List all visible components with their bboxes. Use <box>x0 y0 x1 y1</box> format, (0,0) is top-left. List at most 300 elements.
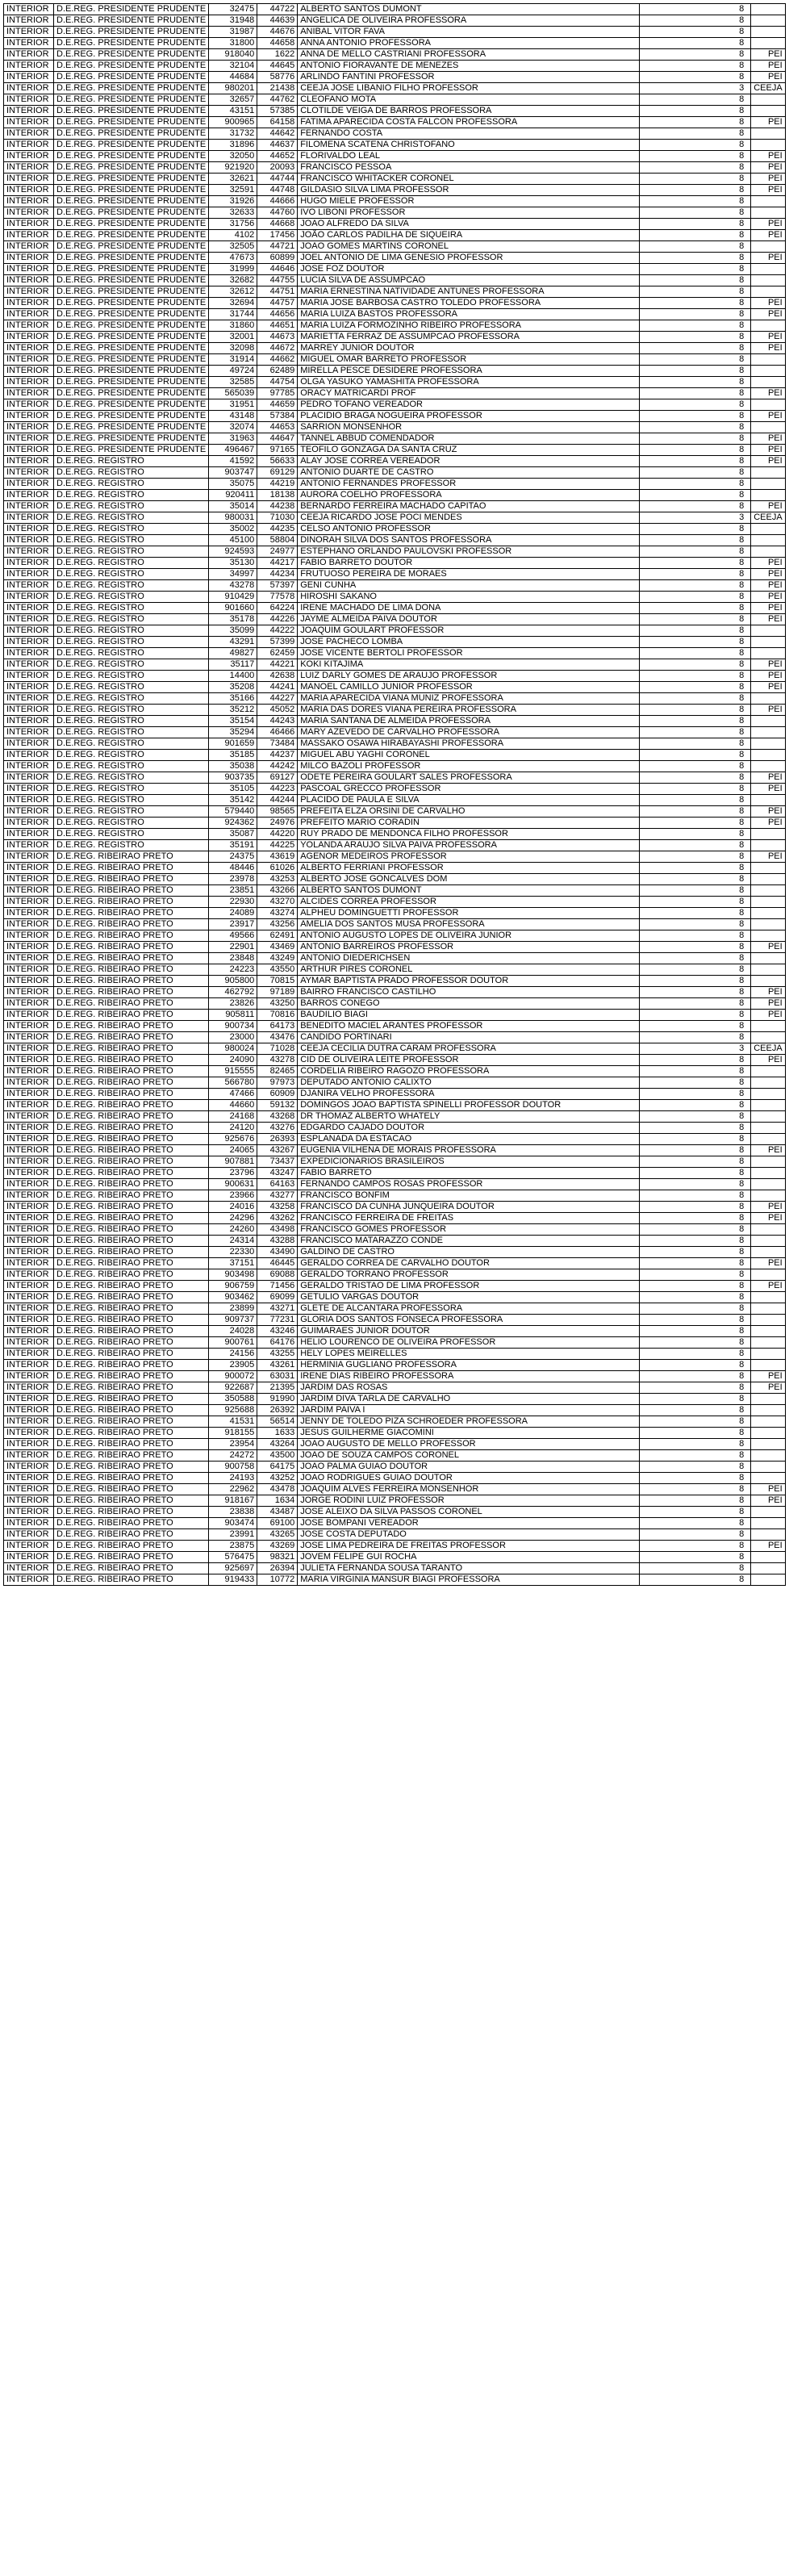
directorate-cell: D.E.REG. RIBEIRAO PRETO <box>54 919 209 930</box>
unit-code-cell: 61026 <box>257 863 298 874</box>
school-name-cell: CANDIDO PORTINARI <box>298 1032 640 1043</box>
table-row <box>4 930 786 942</box>
directorate-cell: D.E.REG. PRESIDENTE PRUDENTE <box>54 117 209 128</box>
school-code-cell: 918167 <box>209 1495 257 1507</box>
program-cell <box>751 286 785 298</box>
classes-cell: 8 <box>640 151 751 162</box>
classes-cell: 8 <box>640 207 751 219</box>
program-cell <box>751 377 785 388</box>
school-name-cell: GERALDO TORRANO PROFESSOR <box>298 1269 640 1281</box>
region-cell: INTERIOR <box>4 264 54 275</box>
table-row <box>4 625 786 637</box>
school-code-cell: 980024 <box>209 1043 257 1055</box>
directorate-cell: D.E.REG. REGISTRO <box>54 490 209 501</box>
directorate-cell: D.E.REG. REGISTRO <box>54 693 209 705</box>
classes-cell: 8 <box>640 671 751 682</box>
program-cell <box>751 479 785 490</box>
unit-code-cell: 71456 <box>257 1281 298 1292</box>
unit-code-cell: 57385 <box>257 106 298 117</box>
school-name-cell: ALBERTO SANTOS DUMONT <box>298 885 640 897</box>
school-code-cell: 35212 <box>209 705 257 716</box>
region-cell: INTERIOR <box>4 580 54 592</box>
program-cell <box>751 795 785 806</box>
directorate-cell: D.E.REG. RIBEIRAO PRETO <box>54 1360 209 1371</box>
classes-cell: 8 <box>640 580 751 592</box>
school-name-cell: CLEOFANO MOTA <box>298 94 640 106</box>
classes-cell: 8 <box>640 1462 751 1473</box>
program-cell <box>751 1405 785 1416</box>
unit-code-cell: 44220 <box>257 829 298 840</box>
unit-code-cell: 21438 <box>257 83 298 94</box>
school-name-cell: BAIRRO FRANCISCO CASTILHO <box>298 987 640 998</box>
program-cell: PEI <box>751 603 785 614</box>
table-row <box>4 524 786 535</box>
region-cell: INTERIOR <box>4 15 54 27</box>
region-cell: INTERIOR <box>4 1055 54 1066</box>
school-name-cell: IRENE DIAS RIBEIRO PROFESSORA <box>298 1371 640 1382</box>
school-name-cell: CEEJA JOSE LIBANIO FILHO PROFESSOR <box>298 83 640 94</box>
table-row <box>4 1021 786 1032</box>
table-row <box>4 1077 786 1089</box>
unit-code-cell: 56633 <box>257 456 298 467</box>
table-row <box>4 207 786 219</box>
school-name-cell: JESUS GUILHERME GIACOMINI <box>298 1428 640 1439</box>
program-cell <box>751 840 785 851</box>
unit-code-cell: 97189 <box>257 987 298 998</box>
unit-code-cell: 43619 <box>257 851 298 863</box>
classes-cell: 8 <box>640 253 751 264</box>
table-row <box>4 162 786 174</box>
region-cell: INTERIOR <box>4 309 54 320</box>
table-row <box>4 671 786 682</box>
school-code-cell: 23954 <box>209 1439 257 1450</box>
directorate-cell: D.E.REG. RIBEIRAO PRETO <box>54 1462 209 1473</box>
directorate-cell: D.E.REG. REGISTRO <box>54 716 209 727</box>
school-name-cell: MARIA SANTANA DE ALMEIDA PROFESSORA <box>298 716 640 727</box>
classes-cell: 8 <box>640 1247 751 1258</box>
school-name-cell: ANTONIO AUGUSTO LOPES DE OLIVEIRA JUNIOR <box>298 930 640 942</box>
region-cell: INTERIOR <box>4 1043 54 1055</box>
school-name-cell: JOÃO CARLOS PADILHA DE SIQUEIRA <box>298 230 640 241</box>
program-cell <box>751 648 785 659</box>
region-cell: INTERIOR <box>4 4 54 15</box>
school-name-cell: ANNA DE MELLO CASTRIANI PROFESSORA <box>298 49 640 61</box>
program-cell <box>751 1349 785 1360</box>
unit-code-cell: 44639 <box>257 15 298 27</box>
directorate-cell: D.E.REG. RIBEIRAO PRETO <box>54 1156 209 1168</box>
school-code-cell: 23851 <box>209 885 257 897</box>
school-name-cell: JOAO GOMES MARTINS CORONEL <box>298 241 640 253</box>
region-cell: INTERIOR <box>4 422 54 433</box>
classes-cell: 8 <box>640 614 751 625</box>
region-cell: INTERIOR <box>4 1292 54 1303</box>
program-cell <box>751 1066 785 1077</box>
classes-cell: 8 <box>640 1281 751 1292</box>
school-code-cell: 23796 <box>209 1168 257 1179</box>
program-cell: PEI <box>751 501 785 512</box>
classes-cell: 8 <box>640 1473 751 1484</box>
classes-cell: 8 <box>640 1134 751 1145</box>
table-row <box>4 49 786 61</box>
table-row <box>4 106 786 117</box>
region-cell: INTERIOR <box>4 174 54 185</box>
school-name-cell: PEDRO TOFANO VEREADOR <box>298 399 640 411</box>
unit-code-cell: 18138 <box>257 490 298 501</box>
unit-code-cell: 44666 <box>257 196 298 207</box>
directorate-cell: D.E.REG. RIBEIRAO PRETO <box>54 1495 209 1507</box>
directorate-cell: D.E.REG. PRESIDENTE PRUDENTE <box>54 264 209 275</box>
directorate-cell: D.E.REG. REGISTRO <box>54 569 209 580</box>
region-cell: INTERIOR <box>4 919 54 930</box>
school-code-cell: 32475 <box>209 4 257 15</box>
school-name-cell: ANGELICA DE OLIVEIRA PROFESSORA <box>298 15 640 27</box>
region-cell: INTERIOR <box>4 377 54 388</box>
school-code-cell: 921920 <box>209 162 257 174</box>
table-row <box>4 1055 786 1066</box>
region-cell: INTERIOR <box>4 625 54 637</box>
school-name-cell: BERNARDO FERREIRA MACHADO CAPITAO <box>298 501 640 512</box>
table-row <box>4 253 786 264</box>
directorate-cell: D.E.REG. PRESIDENTE PRUDENTE <box>54 27 209 38</box>
table-row <box>4 61 786 72</box>
classes-cell: 8 <box>640 128 751 140</box>
unit-code-cell: 98321 <box>257 1552 298 1563</box>
table-row <box>4 1134 786 1145</box>
school-name-cell: EUGENIA VILHENA DE MORAIS PROFESSORA <box>298 1145 640 1156</box>
school-name-cell: EXPEDICIONARIOS BRASILEIROS <box>298 1156 640 1168</box>
classes-cell: 8 <box>640 998 751 1010</box>
region-cell: INTERIOR <box>4 874 54 885</box>
program-cell: PEI <box>751 1382 785 1394</box>
school-code-cell: 901660 <box>209 603 257 614</box>
table-row <box>4 1371 786 1382</box>
table-row <box>4 1032 786 1043</box>
program-cell: PEI <box>751 580 785 592</box>
region-cell: INTERIOR <box>4 998 54 1010</box>
directorate-cell: D.E.REG. PRESIDENTE PRUDENTE <box>54 230 209 241</box>
unit-code-cell: 64163 <box>257 1179 298 1190</box>
directorate-cell: D.E.REG. RIBEIRAO PRETO <box>54 942 209 953</box>
table-row <box>4 1507 786 1518</box>
region-cell: INTERIOR <box>4 795 54 806</box>
region-cell: INTERIOR <box>4 976 54 987</box>
directorate-cell: D.E.REG. REGISTRO <box>54 705 209 716</box>
school-code-cell: 24223 <box>209 964 257 976</box>
unit-code-cell: 44652 <box>257 151 298 162</box>
school-name-cell: ALBERTO FERRIANI PROFESSOR <box>298 863 640 874</box>
unit-code-cell: 43274 <box>257 908 298 919</box>
table-row <box>4 818 786 829</box>
classes-cell: 8 <box>640 930 751 942</box>
region-cell: INTERIOR <box>4 1439 54 1450</box>
region-cell: INTERIOR <box>4 1032 54 1043</box>
unit-code-cell: 56514 <box>257 1416 298 1428</box>
program-cell <box>751 1089 785 1100</box>
directorate-cell: D.E.REG. PRESIDENTE PRUDENTE <box>54 174 209 185</box>
unit-code-cell: 44751 <box>257 286 298 298</box>
program-cell: PEI <box>751 1495 785 1507</box>
classes-cell: 3 <box>640 512 751 524</box>
table-row <box>4 433 786 445</box>
directorate-cell: D.E.REG. REGISTRO <box>54 648 209 659</box>
school-name-cell: FRANCISCO GOMES PROFESSOR <box>298 1224 640 1236</box>
school-code-cell: 31756 <box>209 219 257 230</box>
region-cell: INTERIOR <box>4 1349 54 1360</box>
school-name-cell: JOSE FOZ DOUTOR <box>298 264 640 275</box>
table-row <box>4 332 786 343</box>
table-row <box>4 1462 786 1473</box>
directorate-cell: D.E.REG. RIBEIRAO PRETO <box>54 1190 209 1202</box>
unit-code-cell: 73484 <box>257 738 298 750</box>
unit-code-cell: 44760 <box>257 207 298 219</box>
directorate-cell: D.E.REG. RIBEIRAO PRETO <box>54 897 209 908</box>
classes-cell: 8 <box>640 241 751 253</box>
unit-code-cell: 10772 <box>257 1574 298 1586</box>
directorate-cell: D.E.REG. PRESIDENTE PRUDENTE <box>54 207 209 219</box>
unit-code-cell: 24977 <box>257 546 298 558</box>
table-row <box>4 1168 786 1179</box>
table-row <box>4 501 786 512</box>
classes-cell: 8 <box>640 953 751 964</box>
program-cell <box>751 1123 785 1134</box>
table-row <box>4 784 786 795</box>
school-name-cell: JOAO ALFREDO DA SILVA <box>298 219 640 230</box>
school-code-cell: 24089 <box>209 908 257 919</box>
program-cell <box>751 625 785 637</box>
table-row <box>4 1292 786 1303</box>
directorate-cell: D.E.REG. RIBEIRAO PRETO <box>54 1236 209 1247</box>
region-cell: INTERIOR <box>4 27 54 38</box>
unit-code-cell: 64175 <box>257 1462 298 1473</box>
classes-cell: 8 <box>640 1394 751 1405</box>
classes-cell: 8 <box>640 366 751 377</box>
unit-code-cell: 44237 <box>257 750 298 761</box>
region-cell: INTERIOR <box>4 671 54 682</box>
region-cell: INTERIOR <box>4 558 54 569</box>
program-cell <box>751 1416 785 1428</box>
classes-cell: 8 <box>640 162 751 174</box>
school-name-cell: CEEJA RICARDO JOSE POCI MENDES <box>298 512 640 524</box>
school-code-cell: 24375 <box>209 851 257 863</box>
school-code-cell: 23917 <box>209 919 257 930</box>
school-name-cell: CLOTILDE VEIGA DE BARROS PROFESSORA <box>298 106 640 117</box>
unit-code-cell: 60899 <box>257 253 298 264</box>
program-cell <box>751 128 785 140</box>
unit-code-cell: 44754 <box>257 377 298 388</box>
unit-code-cell: 43490 <box>257 1247 298 1258</box>
region-cell: INTERIOR <box>4 343 54 354</box>
table-row <box>4 174 786 185</box>
classes-cell: 8 <box>640 1382 751 1394</box>
table-row <box>4 1337 786 1349</box>
region-cell: INTERIOR <box>4 140 54 151</box>
table-row <box>4 659 786 671</box>
directorate-cell: D.E.REG. RIBEIRAO PRETO <box>54 1326 209 1337</box>
table-row <box>4 705 786 716</box>
program-cell <box>751 1507 785 1518</box>
directorate-cell: D.E.REG. RIBEIRAO PRETO <box>54 1224 209 1236</box>
unit-code-cell: 64224 <box>257 603 298 614</box>
region-cell: INTERIOR <box>4 388 54 399</box>
program-cell: PEI <box>751 558 785 569</box>
directorate-cell: D.E.REG. RIBEIRAO PRETO <box>54 1213 209 1224</box>
school-name-cell: AYMAR BAPTISTA PRADO PROFESSOR DOUTOR <box>298 976 640 987</box>
school-name-cell: JOSE BOMPANI VEREADOR <box>298 1518 640 1529</box>
table-row <box>4 366 786 377</box>
school-code-cell: 31800 <box>209 38 257 49</box>
program-cell <box>751 1574 785 1586</box>
program-cell <box>751 1518 785 1529</box>
program-cell <box>751 976 785 987</box>
directorate-cell: D.E.REG. RIBEIRAO PRETO <box>54 1315 209 1326</box>
program-cell <box>751 863 785 874</box>
school-code-cell: 24090 <box>209 1055 257 1066</box>
program-cell <box>751 546 785 558</box>
program-cell <box>751 1100 785 1111</box>
unit-code-cell: 43249 <box>257 953 298 964</box>
region-cell: INTERIOR <box>4 761 54 772</box>
table-row <box>4 83 786 94</box>
table-row <box>4 772 786 784</box>
unit-code-cell: 42638 <box>257 671 298 682</box>
program-cell: CEEJA <box>751 512 785 524</box>
table-row <box>4 445 786 456</box>
classes-cell: 8 <box>640 524 751 535</box>
school-name-cell: CORDELIA RIBEIRO RAGOZO PROFESSORA <box>298 1066 640 1077</box>
unit-code-cell: 69099 <box>257 1292 298 1303</box>
classes-cell: 8 <box>640 569 751 580</box>
classes-cell: 3 <box>640 83 751 94</box>
school-code-cell: 22962 <box>209 1484 257 1495</box>
region-cell: INTERIOR <box>4 253 54 264</box>
directorate-cell: D.E.REG. PRESIDENTE PRUDENTE <box>54 388 209 399</box>
program-cell: PEI <box>751 772 785 784</box>
unit-code-cell: 43498 <box>257 1224 298 1236</box>
school-name-cell: JOSE PACHECO LOMBA <box>298 637 640 648</box>
directorate-cell: D.E.REG. PRESIDENTE PRUDENTE <box>54 445 209 456</box>
program-cell <box>751 275 785 286</box>
region-cell: INTERIOR <box>4 490 54 501</box>
classes-cell: 8 <box>640 117 751 128</box>
unit-code-cell: 44676 <box>257 27 298 38</box>
school-name-cell: HELIO LOURENCO DE OLIVEIRA PROFESSOR <box>298 1337 640 1349</box>
classes-cell: 8 <box>640 1021 751 1032</box>
unit-code-cell: 71030 <box>257 512 298 524</box>
classes-cell: 8 <box>640 264 751 275</box>
program-cell: PEI <box>751 230 785 241</box>
school-name-cell: JOAO AUGUSTO DE MELLO PROFESSOR <box>298 1439 640 1450</box>
classes-cell: 8 <box>640 1439 751 1450</box>
school-name-cell: FRANCISCO DA CUNHA JUNQUEIRA DOUTOR <box>298 1202 640 1213</box>
directorate-cell: D.E.REG. RIBEIRAO PRETO <box>54 1563 209 1574</box>
region-cell: INTERIOR <box>4 366 54 377</box>
region-cell: INTERIOR <box>4 512 54 524</box>
unit-code-cell: 44225 <box>257 840 298 851</box>
unit-code-cell: 46466 <box>257 727 298 738</box>
region-cell: INTERIOR <box>4 467 54 479</box>
region-cell: INTERIOR <box>4 1281 54 1292</box>
program-cell <box>751 716 785 727</box>
classes-cell: 8 <box>640 705 751 716</box>
program-cell: PEI <box>751 998 785 1010</box>
classes-cell: 8 <box>640 456 751 467</box>
school-code-cell: 24016 <box>209 1202 257 1213</box>
directorate-cell: D.E.REG. REGISTRO <box>54 637 209 648</box>
region-cell: INTERIOR <box>4 1224 54 1236</box>
directorate-cell: D.E.REG. PRESIDENTE PRUDENTE <box>54 151 209 162</box>
school-name-cell: MARREY JUNIOR DOUTOR <box>298 343 640 354</box>
region-cell: INTERIOR <box>4 1269 54 1281</box>
school-name-cell: GETULIO VARGAS DOUTOR <box>298 1292 640 1303</box>
table-row <box>4 140 786 151</box>
table-row <box>4 1405 786 1416</box>
directorate-cell: D.E.REG. PRESIDENTE PRUDENTE <box>54 83 209 94</box>
unit-code-cell: 43276 <box>257 1123 298 1134</box>
unit-code-cell: 43258 <box>257 1202 298 1213</box>
unit-code-cell: 44744 <box>257 174 298 185</box>
directorate-cell: D.E.REG. RIBEIRAO PRETO <box>54 1371 209 1382</box>
classes-cell: 8 <box>640 343 751 354</box>
program-cell <box>751 897 785 908</box>
classes-cell: 8 <box>640 1224 751 1236</box>
directorate-cell: D.E.REG. RIBEIRAO PRETO <box>54 1123 209 1134</box>
table-row <box>4 580 786 592</box>
unit-code-cell: 26392 <box>257 1405 298 1416</box>
directorate-cell: D.E.REG. RIBEIRAO PRETO <box>54 1043 209 1055</box>
directorate-cell: D.E.REG. RIBEIRAO PRETO <box>54 1416 209 1428</box>
classes-cell: 3 <box>640 1043 751 1055</box>
unit-code-cell: 70815 <box>257 976 298 987</box>
classes-cell: 8 <box>640 1563 751 1574</box>
school-name-cell: LUIZ DARLY GOMES DE ARAUJO PROFESSOR <box>298 671 640 682</box>
school-name-cell: JOAO DE SOUZA CAMPOS CORONEL <box>298 1450 640 1462</box>
classes-cell: 8 <box>640 445 751 456</box>
region-cell: INTERIOR <box>4 535 54 546</box>
school-name-cell: ANTONIO DIEDERICHSEN <box>298 953 640 964</box>
classes-cell: 8 <box>640 1190 751 1202</box>
unit-code-cell: 97785 <box>257 388 298 399</box>
table-row <box>4 1179 786 1190</box>
table-row <box>4 298 786 309</box>
directorate-cell: D.E.REG. REGISTRO <box>54 795 209 806</box>
school-name-cell: MARIA LUIZA BASTOS PROFESSORA <box>298 309 640 320</box>
region-cell: INTERIOR <box>4 298 54 309</box>
directorate-cell: D.E.REG. RIBEIRAO PRETO <box>54 930 209 942</box>
directorate-cell: D.E.REG. RIBEIRAO PRETO <box>54 851 209 863</box>
unit-code-cell: 70816 <box>257 1010 298 1021</box>
school-code-cell: 903474 <box>209 1518 257 1529</box>
table-row <box>4 1303 786 1315</box>
directorate-cell: D.E.REG. RIBEIRAO PRETO <box>54 1247 209 1258</box>
directorate-cell: D.E.REG. RIBEIRAO PRETO <box>54 1507 209 1518</box>
school-name-cell: JOVEM FELIPE GUI ROCHA <box>298 1552 640 1563</box>
school-code-cell: 32001 <box>209 332 257 343</box>
region-cell: INTERIOR <box>4 445 54 456</box>
region-cell: INTERIOR <box>4 83 54 94</box>
school-code-cell: 31987 <box>209 27 257 38</box>
region-cell: INTERIOR <box>4 648 54 659</box>
classes-cell: 8 <box>640 1145 751 1156</box>
directorate-cell: D.E.REG. PRESIDENTE PRUDENTE <box>54 286 209 298</box>
program-cell: PEI <box>751 174 785 185</box>
region-cell: INTERIOR <box>4 332 54 343</box>
program-cell: PEI <box>751 411 785 422</box>
table-row <box>4 1552 786 1563</box>
school-name-cell: GLORIA DOS SANTOS FONSECA PROFESSORA <box>298 1315 640 1326</box>
table-row <box>4 1529 786 1541</box>
classes-cell: 8 <box>640 38 751 49</box>
school-code-cell: 24065 <box>209 1145 257 1156</box>
